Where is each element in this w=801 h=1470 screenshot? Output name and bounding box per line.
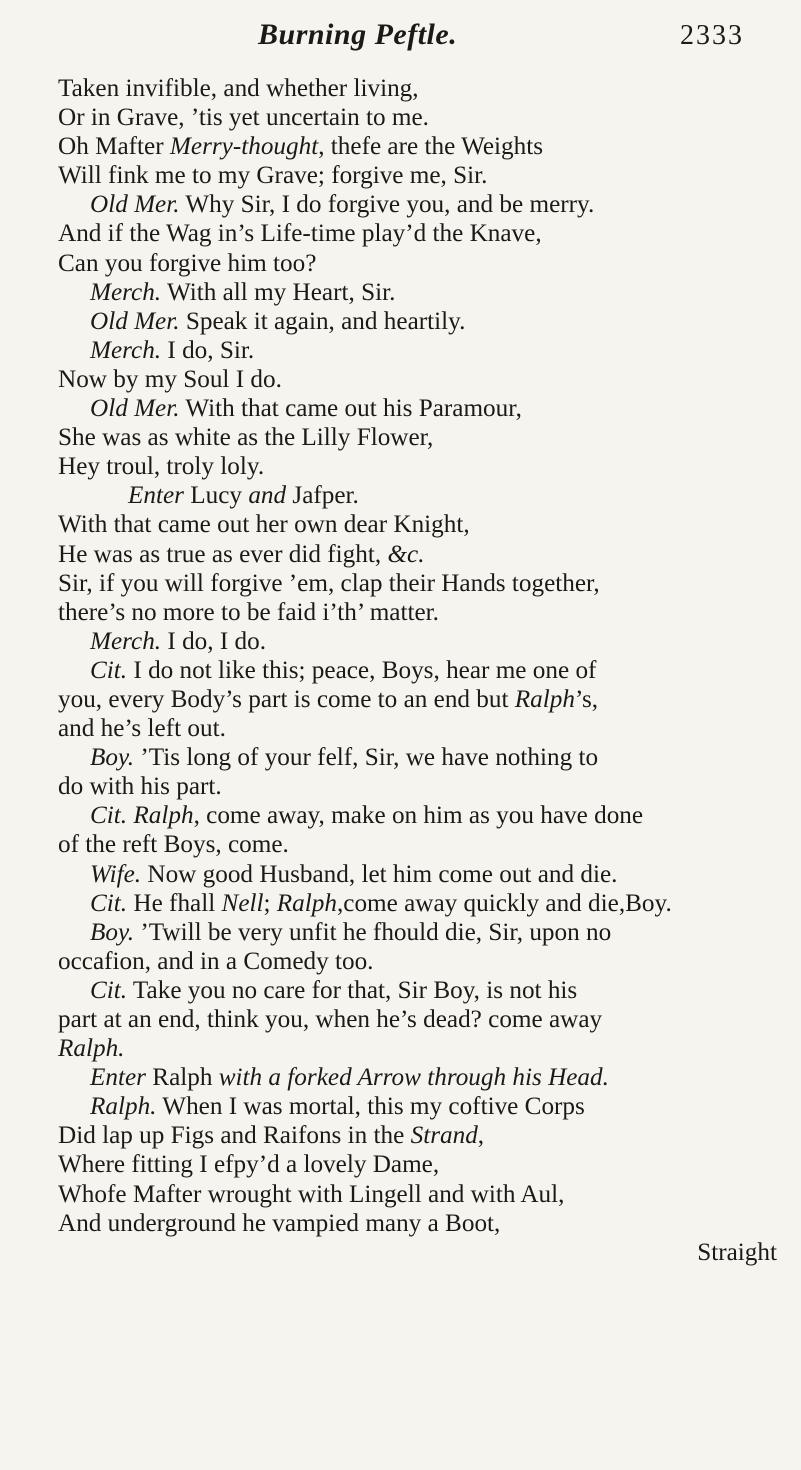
text-run: Where fitting I efpy’d a lovely Dame, <box>58 1151 440 1179</box>
text-line <box>58 569 781 598</box>
italic-run: Merch. <box>90 336 162 364</box>
italic-run: Nell <box>221 889 264 917</box>
italic-run: Old Mer. <box>90 191 180 219</box>
italic-run: &c. <box>387 540 425 568</box>
text-run: Speak it again, and heartily. <box>179 307 466 335</box>
text-line <box>58 830 781 859</box>
italic-run: Enter <box>90 1064 146 1092</box>
text-run: part at an end, think you, when he’s dead? come away <box>58 1006 603 1033</box>
italic-run: Ralph <box>276 889 337 917</box>
text-line <box>58 394 781 423</box>
text-line <box>58 627 781 656</box>
running-title: Burning Peftle. <box>258 18 458 51</box>
text-line <box>58 481 781 510</box>
text-run: you, every Body’s part is come to an end but <box>58 685 515 713</box>
text-run: Did lap up Figs and Raifons in the <box>58 1122 411 1150</box>
text-line <box>58 452 781 481</box>
text-run: When I was mortal, this my coftive Corps <box>156 1093 585 1121</box>
italic-run: Boy. <box>90 744 135 772</box>
text-run: And if the Wag in’s Life-time play’d the Knave, <box>58 220 542 248</box>
italic-run: Cit. <box>90 802 128 830</box>
text-run: I do, Sir. <box>161 336 255 364</box>
text-line <box>58 976 781 1005</box>
text-line <box>58 889 781 918</box>
text-run: She was as white as the Lilly Flower, <box>58 424 434 452</box>
text-run: Or in Grave, ’tis yet uncertain to me. <box>58 104 429 132</box>
text-line <box>58 132 781 161</box>
text-run: Sir, if you will forgive ’em, clap their Hands together, <box>58 569 600 597</box>
text-line <box>58 74 781 103</box>
text-run: Lucy <box>183 482 249 510</box>
text-run: Hey troul, troly loly. <box>58 453 265 481</box>
text-run: Now good Husband, let him come out and die. <box>141 860 618 888</box>
italic-run: Enter <box>128 482 184 510</box>
text-run: Oh Mafter <box>58 133 170 161</box>
text-run: With that came out her own dear Knight, <box>58 511 470 539</box>
text-run: With that came out his Paramour, <box>179 395 522 423</box>
text-line <box>58 656 781 685</box>
running-head <box>58 10 781 74</box>
italic-run: Boy. <box>90 918 135 946</box>
text-run: Will fink me to my Grave; forgive me, Sir. <box>58 162 488 190</box>
text-run: I do, I do. <box>161 627 267 655</box>
italic-run: Cit. <box>90 889 128 917</box>
text-run: ’Twill be very unfit he fhould die, Sir, upon no <box>134 918 612 946</box>
italic-run: Old Mer. <box>90 395 180 423</box>
text-run: Why Sir, I do forgive you, and be merry. <box>179 191 595 219</box>
text-run: ,come away quickly and die,Boy. <box>336 889 672 917</box>
italic-run: Old Mer. <box>90 307 180 335</box>
play-text <box>58 74 781 1238</box>
italic-run: with a forked Arrow through his Head. <box>218 1064 609 1092</box>
text-line <box>58 190 781 219</box>
text-run: Taken invifible, and whether living, <box>58 75 419 102</box>
text-line <box>58 1150 781 1179</box>
text-line <box>58 1121 781 1150</box>
text-line <box>58 1063 781 1092</box>
text-run: occafion, and in a Comedy too. <box>58 947 374 975</box>
text-run: With all my Heart, Sir. <box>161 278 396 306</box>
italic-run: Cit. <box>90 976 128 1004</box>
text-run: And underground he vampied many a Boot, <box>58 1209 501 1237</box>
text-line <box>58 249 781 278</box>
italic-run: Ralph <box>133 802 194 830</box>
text-run: I do not like this; peace, Boys, hear me one of <box>127 656 597 684</box>
italic-run: Merch. <box>90 627 162 655</box>
text-line <box>58 1092 781 1121</box>
italic-run: Wife. <box>90 860 142 888</box>
text-line <box>58 860 781 889</box>
text-line <box>58 219 781 248</box>
text-run: Ralph <box>145 1064 219 1092</box>
text-line <box>58 1180 781 1209</box>
text-line <box>58 801 781 830</box>
text-line <box>58 1209 781 1238</box>
italic-run: Strand <box>410 1122 478 1150</box>
italic-run: Ralph <box>514 685 575 713</box>
italic-run: Ralph. <box>58 1035 125 1063</box>
text-line <box>58 278 781 307</box>
text-run: and he’s left out. <box>58 715 226 743</box>
text-line <box>58 510 781 539</box>
text-run: there’s no more to be faid i’th’ matter. <box>58 598 439 626</box>
text-run: He was as true as ever did fight, <box>58 540 388 568</box>
text-run: ’Tis long of your felf, Sir, we have nothing to <box>134 744 599 772</box>
catchword: Straight <box>697 1238 777 1266</box>
text-line <box>58 947 781 976</box>
text-run: ; <box>263 889 277 917</box>
text-run: ’s, <box>574 685 599 713</box>
italic-run: Merry-thought <box>169 133 319 161</box>
text-line <box>58 161 781 190</box>
text-line <box>58 918 781 947</box>
text-line <box>58 598 781 627</box>
text-line <box>58 336 781 365</box>
text-run: , <box>477 1122 485 1150</box>
text-line <box>58 1034 781 1063</box>
text-line <box>58 685 781 714</box>
text-run: of the reft Boys, come. <box>58 831 289 859</box>
italic-run: Cit. <box>90 656 128 684</box>
text-line <box>58 743 781 772</box>
italic-run: and <box>248 482 287 510</box>
text-run: Jafper. <box>286 482 359 510</box>
italic-run: Merch. <box>90 278 162 306</box>
text-run: Whofe Mafter wrought with Lingell and with Aul, <box>58 1180 565 1208</box>
text-run: do with his part. <box>58 773 222 801</box>
text-line <box>58 103 781 132</box>
italic-run: Ralph. <box>90 1093 157 1121</box>
text-run: , thefe are the Weights <box>318 133 544 161</box>
text-line <box>58 423 781 452</box>
text-line <box>58 307 781 336</box>
page-number: 2333 <box>680 20 744 51</box>
text-line <box>58 772 781 801</box>
text-line <box>58 540 781 569</box>
text-run: , come away, make on him as you have done <box>193 802 644 830</box>
text-line <box>58 365 781 394</box>
text-run: Can you forgive him too? <box>58 249 317 277</box>
text-run: Now by my Soul I do. <box>58 365 282 393</box>
text-run: He fhall <box>127 889 222 917</box>
text-run: Take you no care for that, Sir Boy, is not his <box>127 976 578 1004</box>
text-line <box>58 1005 781 1034</box>
text-line <box>58 714 781 743</box>
